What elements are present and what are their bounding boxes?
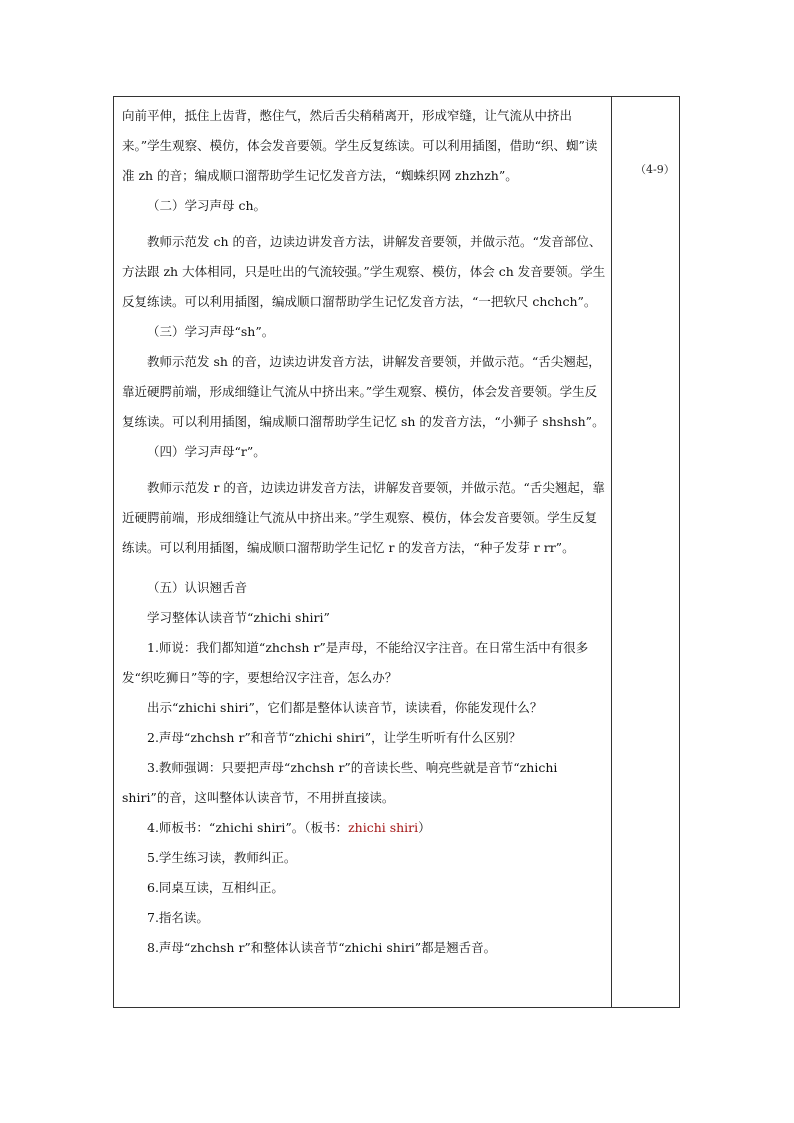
paragraph-text: 7.指名读。 xyxy=(147,910,209,925)
lesson-paragraph xyxy=(122,693,606,723)
paragraph-text: 教师示范发 sh 的音，边读边讲发音方法，讲解发音要领，并做示范。“舌尖翘起，靠近硬腭前端，形成细缝让气流从中挤出来。”学生观察、模仿，体会发音要领。学生反复练读。可以利用插图，编成顺口溜帮助学生记忆 sh 的发音方法，“小狮子 shshsh”。 xyxy=(122,354,605,429)
lesson-paragraph xyxy=(122,317,606,347)
lesson-paragraph xyxy=(122,347,606,437)
lesson-paragraph xyxy=(122,903,606,933)
lesson-paragraph xyxy=(122,191,606,221)
lesson-paragraph xyxy=(122,437,606,467)
paragraph-text: 向前平伸，抵住上齿背，憋住气，然后舌尖稍稍离开，形成窄缝，让气流从中挤出来。”学生观察、模仿，体会发音要领。学生反复练读。可以利用插图，借助“织、蜘”读准 zh 的音；编成顺口溜帮助学生记忆发音方法，“蜘蛛织网 zhzhzh”。 xyxy=(122,108,598,183)
page-range-note: （4-9） xyxy=(635,163,675,176)
lesson-paragraph xyxy=(122,101,606,191)
paragraph-text: 3.教师强调：只要把声母“zhchsh r”的音读长些、响亮些就是音节“zhichi shiri”的音，这叫整体认读音节，不用拼直接读。 xyxy=(122,760,558,805)
lesson-paragraph xyxy=(122,723,606,753)
paragraph-text: 教师示范发 r 的音，边读边讲发音方法，讲解发音要领，并做示范。“舌尖翘起，靠近硬腭前端，形成细缝让气流从中挤出来。”学生观察、模仿，体会发音要领。学生反复练读。可以利用插图，编成顺口溜帮助学生记忆 r 的发音方法，“种子发芽 r rr”。 xyxy=(122,480,605,555)
board-writing-text: zhichi shiri xyxy=(348,820,419,835)
paragraph-text: （三）学习声母“sh”。 xyxy=(147,324,275,339)
lesson-paragraph xyxy=(122,813,606,843)
paragraph-text: 1.师说：我们都知道“zhchsh r”是声母，不能给汉字注音。在日常生活中有很多发“织吃狮日”等的字，要想给汉字注音，怎么办？ xyxy=(122,640,589,685)
lesson-paragraph xyxy=(122,227,606,317)
lesson-paragraph xyxy=(122,473,606,563)
paragraph-text: 5.学生练习读，教师纠正。 xyxy=(147,850,297,865)
paragraph-text: （五）认识翘舌音 xyxy=(147,580,248,595)
paragraph-text: （四）学习声母“r”。 xyxy=(147,444,266,459)
lesson-paragraph xyxy=(122,603,606,633)
paragraph-text: 教师示范发 ch 的音，边读边讲发音方法，讲解发音要领，并做示范。“发音部位、方法跟 zh 大体相同，只是吐出的气流较强。”学生观察、模仿，体会 ch 发音要领。学生反复练读。可以利用插图，编成顺口溜帮助学生记忆发音方法，“一把软尺 chchch”。 xyxy=(122,234,606,309)
lesson-paragraph xyxy=(122,573,606,603)
paragraph-text: 学习整体认读音节“zhichi shiri” xyxy=(147,610,330,625)
paragraph-text: （二）学习声母 ch。 xyxy=(147,198,267,213)
column-divider xyxy=(611,97,612,1007)
lesson-paragraph xyxy=(122,933,606,963)
lesson-paragraph xyxy=(122,633,606,693)
lesson-paragraph xyxy=(122,873,606,903)
paragraph-text: 6.同桌互读，互相纠正。 xyxy=(147,880,284,895)
paragraph-text: 2.声母“zhchsh r”和音节“zhichi shiri”，让学生听听有什么区别？ xyxy=(147,730,522,745)
lesson-content xyxy=(122,101,606,963)
lesson-paragraph xyxy=(122,843,606,873)
lesson-paragraph xyxy=(122,753,606,813)
lesson-table xyxy=(113,96,680,1008)
paragraph-text: 出示“zhichi shiri”，它们都是整体认读音节，读读看，你能发现什么？ xyxy=(147,700,543,715)
paragraph-text: 4.师板书：“zhichi shiri”。（板书： xyxy=(147,820,349,835)
paragraph-text: 8.声母“zhchsh r”和整体认读音节“zhichi shiri”都是翘舌音。 xyxy=(147,940,497,955)
paragraph-tail: ） xyxy=(418,820,431,835)
